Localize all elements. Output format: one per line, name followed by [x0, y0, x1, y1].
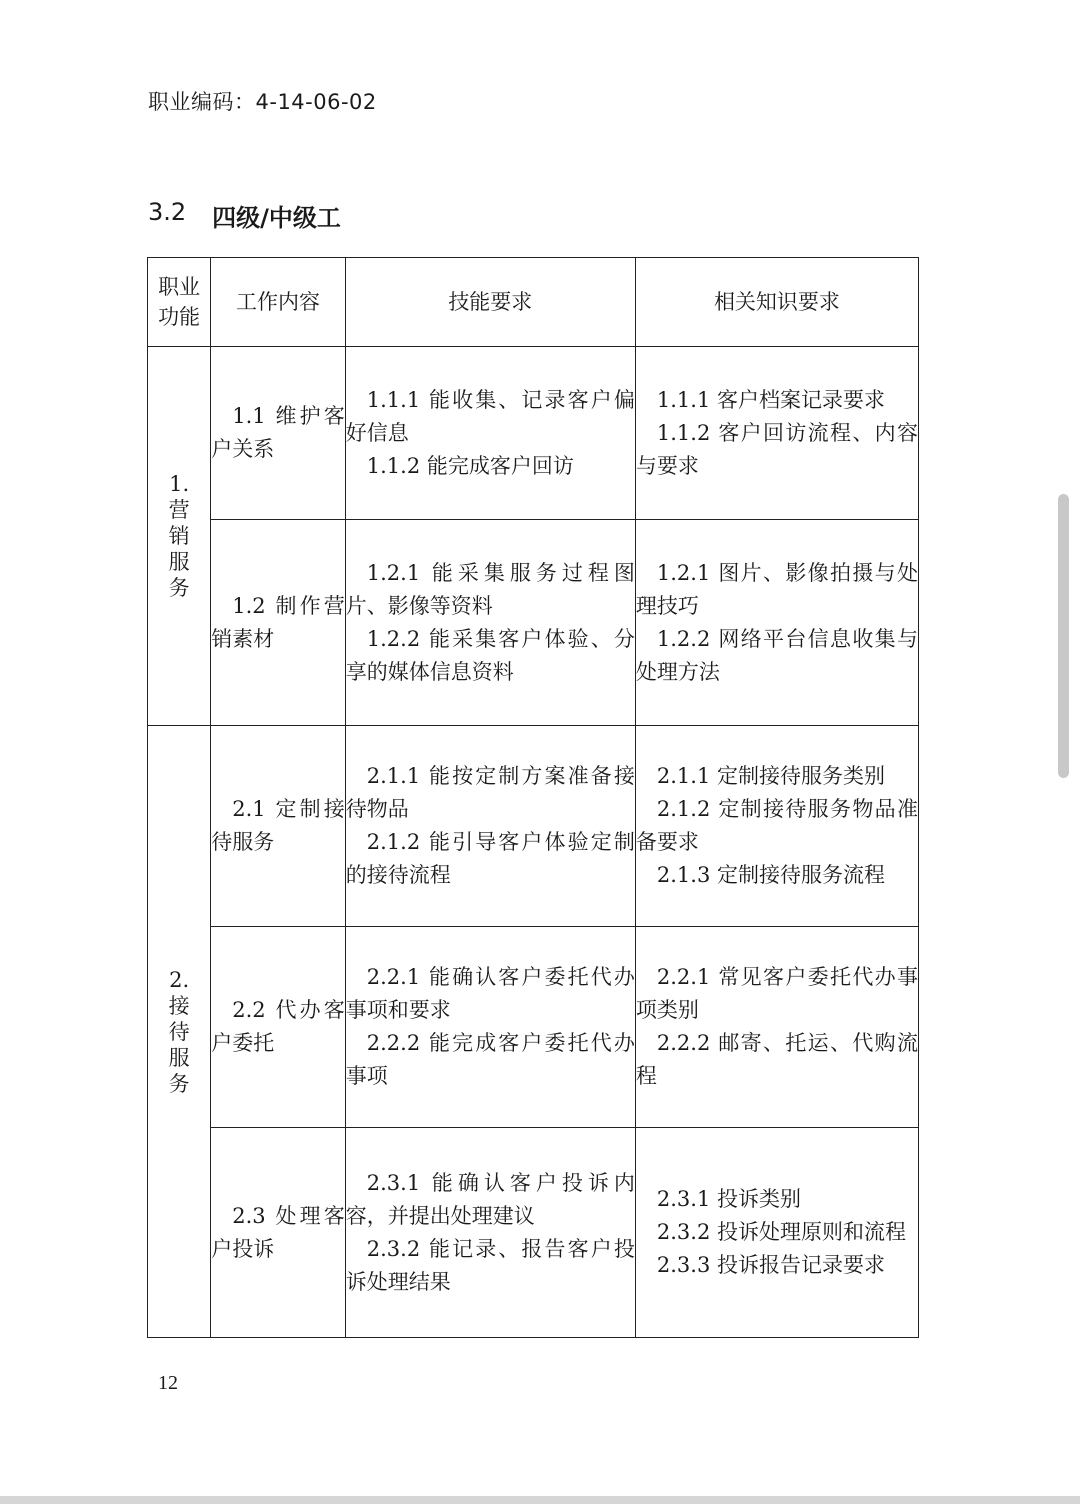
function-cell-reception [148, 726, 211, 1338]
table-row [148, 726, 919, 927]
function-name: 接待服务 [168, 993, 190, 1096]
work-content-cell: 2.3 处理客户投诉 [211, 1128, 346, 1338]
function-number: 1. [169, 472, 190, 496]
function-name: 营销服务 [168, 498, 190, 600]
occupation-code: 职业编码：4-14-06-02 [148, 90, 377, 114]
knowledge-cell: 2.1.1 定制接待服务类别 2.1.2 定制接待服务物品准备要求 2.1.3 定制接待服务流程 [635, 726, 918, 927]
skill-cell: 2.2.1 能确认客户委托代办事项和要求 2.2.2 能完成客户委托代办事项 [345, 927, 635, 1128]
header-work-content: 工作内容 [211, 258, 346, 347]
table-row [148, 347, 919, 520]
page-number: 12 [158, 1372, 178, 1394]
table-row [148, 1128, 919, 1338]
table-row [148, 520, 919, 726]
table-header-row [148, 258, 919, 347]
knowledge-cell: 1.1.1 客户档案记录要求 1.1.2 客户回访流程、内容与要求 [635, 347, 918, 520]
header-skill-requirements: 技能要求 [345, 258, 635, 347]
table-row [148, 927, 919, 1128]
skill-cell: 2.1.1 能按定制方案准备接待物品 2.1.2 能引导客户体验定制的接待流程 [345, 726, 635, 927]
header-function: 职业功能 [148, 258, 211, 347]
section-number: 3.2 [148, 198, 187, 226]
knowledge-cell: 2.2.1 常见客户委托代办事项类别 2.2.2 邮寄、托运、代购流程 [635, 927, 918, 1128]
work-content-cell: 1.2 制作营销素材 [211, 520, 346, 726]
bottom-edge-bar [0, 1496, 1080, 1504]
knowledge-cell: 2.3.1 投诉类别 2.3.2 投诉处理原则和流程 2.3.3 投诉报告记录要求 [635, 1128, 918, 1338]
skill-cell: 2.3.1 能确认客户投诉内容，并提出处理建议 2.3.2 能记录、报告客户投诉处理结果 [345, 1128, 635, 1338]
vertical-scrollbar[interactable] [1058, 494, 1069, 778]
skill-cell: 1.1.1 能收集、记录客户偏好信息 1.1.2 能完成客户回访 [345, 347, 635, 520]
work-content-cell: 2.1 定制接待服务 [211, 726, 346, 927]
knowledge-cell: 1.2.1 图片、影像拍摄与处理技巧 1.2.2 网络平台信息收集与处理方法 [635, 520, 918, 726]
function-number: 2. [169, 967, 190, 992]
work-content-cell: 1.1 维护客户关系 [211, 347, 346, 520]
skills-table [147, 257, 919, 1338]
skill-cell: 1.2.1 能采集服务过程图片、影像等资料 1.2.2 能采集客户体验、分享的媒体信息资料 [345, 520, 635, 726]
function-cell-marketing [148, 347, 211, 726]
section-heading [148, 198, 341, 233]
section-title: 四级/中级工 [212, 204, 341, 232]
work-content-cell: 2.2 代办客户委托 [211, 927, 346, 1128]
header-knowledge-requirements: 相关知识要求 [635, 258, 918, 347]
